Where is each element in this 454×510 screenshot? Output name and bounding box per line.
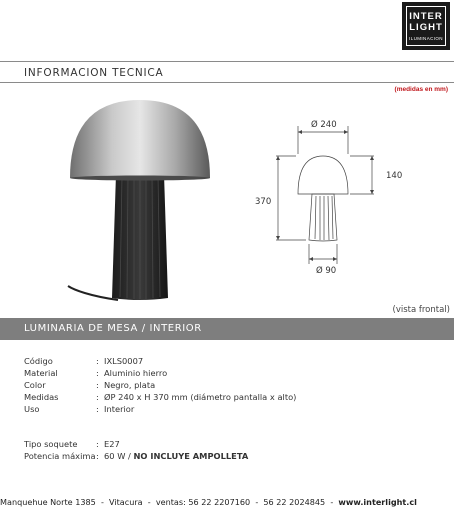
dim-height-shade: 140 (386, 171, 403, 181)
section-title: INFORMACION TECNICA (24, 67, 164, 79)
brand-line2: LIGHT (409, 22, 443, 33)
spec-label: Uso (24, 404, 40, 414)
spec-value: Interior (104, 404, 135, 414)
spec-sep: : (96, 380, 99, 390)
dim-width-top: Ø 240 (311, 120, 337, 130)
spec-label: Potencia máxima (24, 451, 96, 461)
units-note: (medidas en mm) (394, 86, 448, 93)
spec-sep: : (96, 356, 99, 366)
spec-sep: : (96, 404, 99, 414)
spec-value: E27 (104, 439, 120, 449)
brand-line1: INTER (409, 11, 443, 22)
divider-top (0, 61, 454, 62)
footer-city: Vitacura (109, 497, 143, 507)
divider-header (0, 82, 454, 83)
footer-address: Manquehue Norte 1385 (0, 497, 96, 507)
spec-label: Código (24, 356, 53, 366)
dim-base-diameter: Ø 90 (316, 266, 337, 276)
footer-website-link[interactable]: www.interlight.cl (338, 497, 417, 507)
spec-value: IXLS0007 (104, 356, 144, 366)
footer-sales: ventas: 56 22 2207160 (155, 497, 251, 507)
spec-row-material (24, 368, 444, 379)
spec-label: Medidas (24, 392, 59, 402)
spec-label: Tipo soquete (24, 439, 78, 449)
spec-sep: : (96, 368, 99, 378)
spec-row-code (24, 356, 444, 367)
brand-logo (402, 2, 450, 50)
spec-value: 60 W / (104, 451, 134, 461)
spec-sep: : (96, 439, 99, 449)
product-photo (60, 100, 220, 310)
spec-row-use (24, 404, 444, 415)
spec-sep: : (96, 392, 99, 402)
view-label: (vista frontal) (392, 305, 450, 315)
dimension-diagram (248, 112, 418, 282)
spec-row-power (24, 451, 444, 462)
spec-row-dimensions (24, 392, 444, 403)
category-title: LUMINARIA DE MESA / INTERIOR (24, 323, 202, 334)
dim-height-total: 370 (255, 197, 272, 207)
spec-value-group (104, 451, 248, 462)
spec-value: Negro, plata (104, 380, 156, 390)
spec-value-note: NO INCLUYE AMPOLLETA (133, 451, 249, 461)
spec-row-socket (24, 439, 444, 450)
spec-value: Aluminio hierro (104, 368, 168, 378)
brand-line3: ILUMINACION (409, 36, 443, 41)
spec-label: Material (24, 368, 58, 378)
spec-label: Color (24, 380, 46, 390)
spec-sep: : (96, 451, 99, 461)
footer-phone: 56 22 2024845 (263, 497, 326, 507)
category-band (0, 318, 454, 340)
spec-value: ØP 240 x H 370 mm (diámetro pantalla x alto) (104, 392, 297, 402)
footer: Manquehue Norte 1385 - Vitacura - ventas: 56 22 2207160 - 56 22 2024845 - www.interlight.cl (0, 497, 417, 507)
spec-row-color (24, 380, 444, 391)
